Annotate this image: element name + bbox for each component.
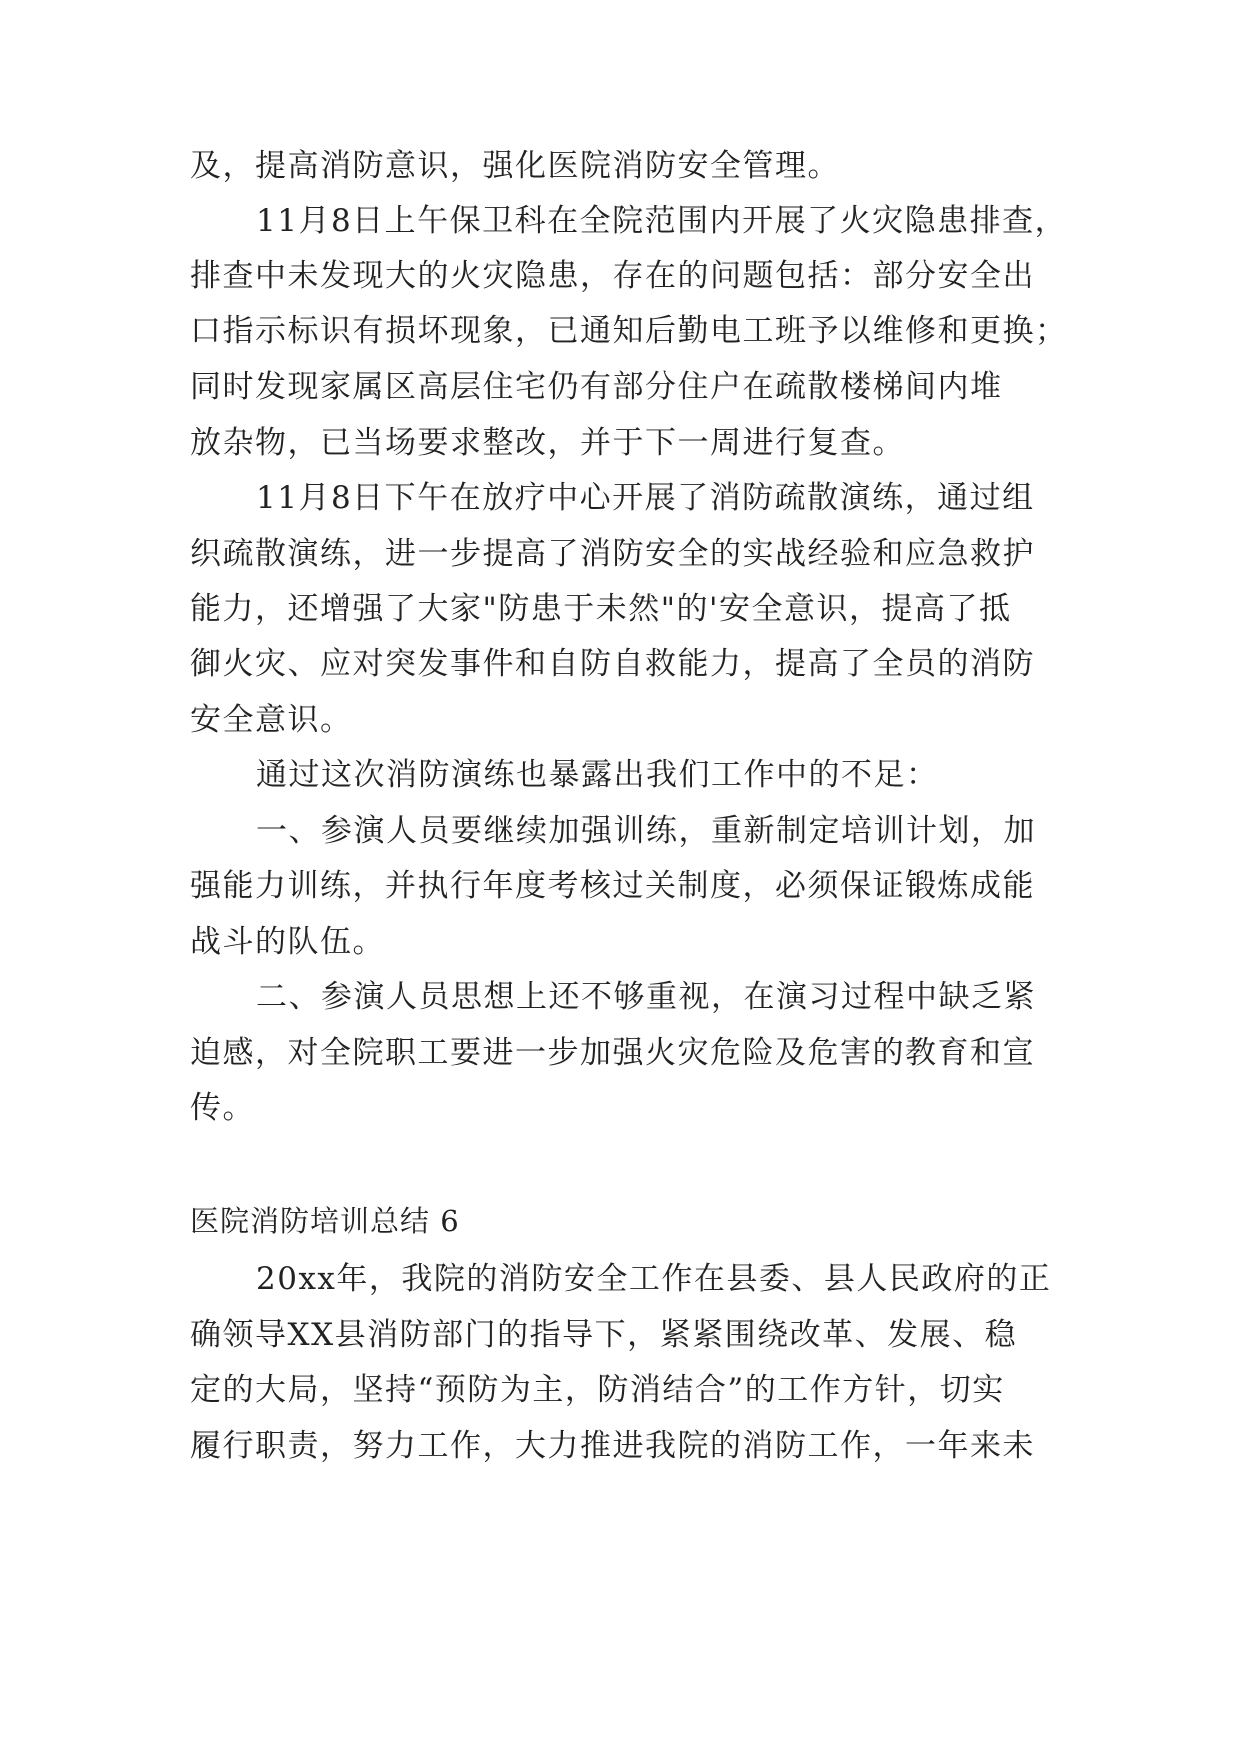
text-line: 御火灾、应对突发事件和自防自救能力，提高了全员的消防 — [190, 646, 1035, 682]
text-line: 安全意识。 — [190, 702, 353, 738]
text-line: 迫感，对全院职工要进一步加强火灾危险及危害的教育和宣 — [190, 1035, 1035, 1071]
section-heading: 医院消防培训总结 6 — [190, 1204, 460, 1238]
text-line: 战斗的队伍。 — [190, 924, 385, 960]
text-line: 口指示标识有损坏现象，已通知后勤电工班予以维修和更换； — [190, 313, 1068, 349]
paragraph-start: 二、参演人员思想上还不够重视，在演习过程中缺乏紧 — [256, 979, 1036, 1015]
text-line: 定的大局，坚持“预防为主，防消结合”的工作方针，切实 — [190, 1372, 1005, 1408]
paragraph-start: 11月8日下午在放疗中心开展了消防疏散演练，通过组 — [256, 480, 1035, 516]
paragraph-start: 11月8日上午保卫科在全院范围内开展了火灾隐患排查， — [256, 203, 1068, 239]
text-line: 及，提高消防意识，强化医院消防安全管理。 — [190, 148, 840, 184]
paragraph-start: 20xx年，我院的消防安全工作在县委、县人民政府的正 — [256, 1261, 1052, 1297]
text-line: 传。 — [190, 1090, 255, 1126]
text-line: 履行职责，努力工作，大力推进我院的消防工作，一年来未 — [190, 1428, 1035, 1464]
text-line: 同时发现家属区高层住宅仍有部分住户在疏散楼梯间内堆 — [190, 369, 1003, 405]
text-line: 能力，还增强了大家"防患于未然"的'安全意识，提高了抵 — [190, 591, 1012, 627]
text-line: 放杂物，已当场要求整改，并于下一周进行复查。 — [190, 425, 905, 461]
paragraph-start: 一、参演人员要继续加强训练，重新制定培训计划，加 — [256, 813, 1036, 849]
paragraph-start: 通过这次消防演练也暴露出我们工作中的不足： — [256, 757, 939, 793]
text-line: 确领导XX县消防部门的指导下，紧紧围绕改革、发展、稳 — [190, 1317, 1018, 1353]
text-line: 织疏散演练，进一步提高了消防安全的实战经验和应急救护 — [190, 536, 1035, 572]
text-line: 排查中未发现大的火灾隐患，存在的问题包括：部分安全出 — [190, 258, 1035, 294]
text-line: 强能力训练，并执行年度考核过关制度，必须保证锻炼成能 — [190, 868, 1035, 904]
